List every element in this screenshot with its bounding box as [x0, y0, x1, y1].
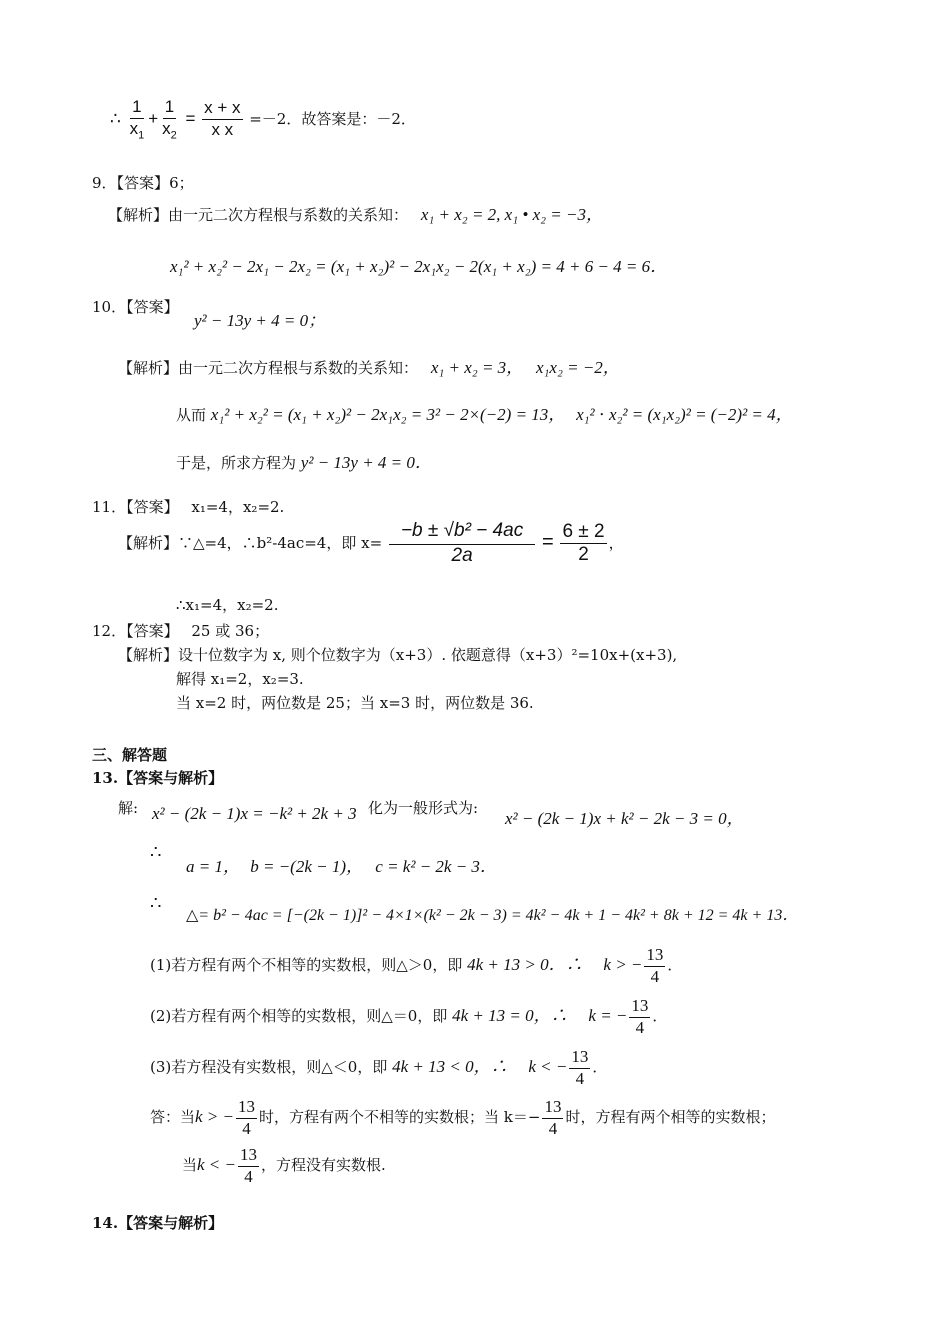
q13-therefore-1: ∴	[150, 842, 162, 863]
q12-analysis-line1: 【解析】设十位数字为 x, 则个位数字为（x+3）. 依题意得（x+3）²=10x+(x+3),	[118, 646, 678, 664]
q13-convert-label: 化为一般形式为:	[368, 799, 479, 817]
q13-case1: (1)若方程有两个不相等的实数根，则△＞0，即 4k + 13 > 0．∴ k > − $\frac{13}{4}$ ．	[150, 945, 683, 986]
q8-frac3: $\frac{x + x}{\text{x x}}$	[204, 98, 241, 140]
q10-from-line: 从而 x₁² + x₂² = (x₁ + x₂)² − 2x₁x₂ = 3² − 2×(−2) = 13， x₁² ⋅ x₂² = (x₁x₂)² = (−2)² = 4，	[176, 405, 793, 424]
q13-ans-frac1: $\frac{13}{4}$	[238, 1097, 256, 1138]
q13-case2-frac: $\frac{13}{4}$	[631, 996, 649, 1037]
q13-case1-frac: $\frac{13}{4}$	[646, 945, 664, 986]
q8-therefore: ∴	[110, 109, 121, 129]
q10-eq1b: x₁x₂ = −2，	[535, 358, 620, 377]
q12-analysis-line3: 当 x=2 时，两位数是 25；当 x=3 时，两位数是 36.	[176, 694, 534, 712]
q13-ans-frac3: $\frac{13}{4}$	[240, 1145, 258, 1186]
q10-eq2: x₁² + x₂² = (x₁ + x₂)² − 2x₁x₂ = 3² − 2×(−2) = 13，	[210, 405, 566, 424]
q8-tail: =－2．故答案是：－2．	[249, 110, 416, 129]
q10-eq3: x₁² ⋅ x₂² = (x₁x₂)² = (−2)² = 4，	[576, 405, 793, 424]
q13-case2: (2)若方程有两个相等的实数根，则△＝0，即 4k + 13 = 0，∴ k = − $\frac{13}{4}$ ．	[150, 996, 668, 1037]
q11-analysis-line: 【解析】∵△=4，∴b²-4ac=4，即 x= $\frac{\text{−b ± √b² − 4ac}}{2a}$ = $\frac{6 \pm 2}{2}$ ，	[118, 520, 624, 566]
q10-eq4: y² − 13y + 4 = 0．	[300, 453, 432, 472]
q9-analysis-line: 【解析】由一元二次方程根与系数的关系知： x₁ + x₂ = 2, x₁ • x₂ = −3，	[108, 205, 603, 224]
q11-quadratic-formula: $\frac{\text{−b ± √b² − 4ac}}{2a}$	[389, 521, 535, 567]
q13-eq-general: x² − (2k − 1)x + k² − 2k − 3 = 0，	[505, 809, 744, 828]
q9-eq1: x₁ + x₂ = 2, x₁ • x₂ = −3，	[420, 205, 603, 224]
q10-then-line: 于是，所求方程为 y² − 13y + 4 = 0．	[176, 453, 432, 472]
section3-title: 三、解答题	[92, 746, 168, 764]
q13-coefficients: a = 1， b = −(2k − 1)， c = k² − 2k − 3．	[186, 857, 497, 876]
q13-case3-frac: $\frac{13}{4}$	[571, 1047, 589, 1088]
q9-answer-line: 9．【答案】6；	[92, 174, 194, 192]
q8-frac2: $\frac{1}{x_2}$	[162, 97, 177, 142]
q11-answer-line: 11．【答案】 x₁=4，x₂=2.	[92, 498, 285, 516]
q11-conclusion: ∴x₁=4，x₂=2.	[176, 596, 279, 614]
q10-answer-line: 10．【答案】	[92, 298, 179, 316]
q13-therefore-2: ∴	[150, 893, 162, 914]
q8-frac1: $\frac{1}{x_1}$	[129, 97, 145, 142]
q12-analysis-line2: 解得 x₁=2，x₂=3.	[176, 670, 304, 688]
q11-result-frac: $\frac{6 \pm 2}{2}$	[562, 520, 605, 566]
q12-answer-line: 12．【答案】 25 或 36；	[92, 622, 270, 640]
q10-analysis-line: 【解析】由一元二次方程根与系数的关系知： x₁ + x₂ = 3， x₁x₂ = −2，	[118, 358, 620, 377]
q13-eq-orig: x² − (2k − 1)x = −k² + 2k + 3	[152, 804, 357, 823]
q8-line: ∴ $\frac{1}{x_1}$ + $\frac{1}{x_2}$ = $\frac{x + x}{\text{x x}}$ =－2．故答案是：－2．	[110, 97, 416, 142]
q10-eq1a: x₁ + x₂ = 3，	[430, 358, 524, 377]
q13-solve-label: 解:	[118, 799, 139, 817]
q13-answer-line1: 答：当k > − $\frac{13}{4}$ 时，方程有两个不相等的实数根；当 k＝− $\frac{13}{4}$ 时，方程有两个相等的实数根；	[150, 1097, 776, 1138]
q14-header: 14.【答案与解析】	[92, 1214, 224, 1232]
q9-eq2: x₁² + x₂² − 2x₁ − 2x₂ = (x₁ + x₂)² − 2x₁x₂ − 2(x₁ + x₂) = 4 + 6 − 4 = 6．	[170, 257, 668, 276]
q13-discriminant: △= b² − 4ac = [−(2k − 1)]² − 4×1×(k² − 2k − 3) = 4k² − 4k + 1 − 4k² + 8k + 12 = 4k + 13．	[186, 907, 799, 924]
q13-answer-line2: 当k < − $\frac{13}{4}$ ，方程没有实数根.	[182, 1145, 386, 1186]
q13-case3: (3)若方程没有实数根，则△＜0，即 4k + 13 < 0，∴ k < − $\frac{13}{4}$ ．	[150, 1047, 608, 1088]
q13-ans-frac2: $\frac{13}{4}$	[544, 1097, 562, 1138]
q13-header: 13.【答案与解析】	[92, 769, 224, 787]
q10-answer: y² − 13y + 4 = 0；	[194, 311, 326, 330]
